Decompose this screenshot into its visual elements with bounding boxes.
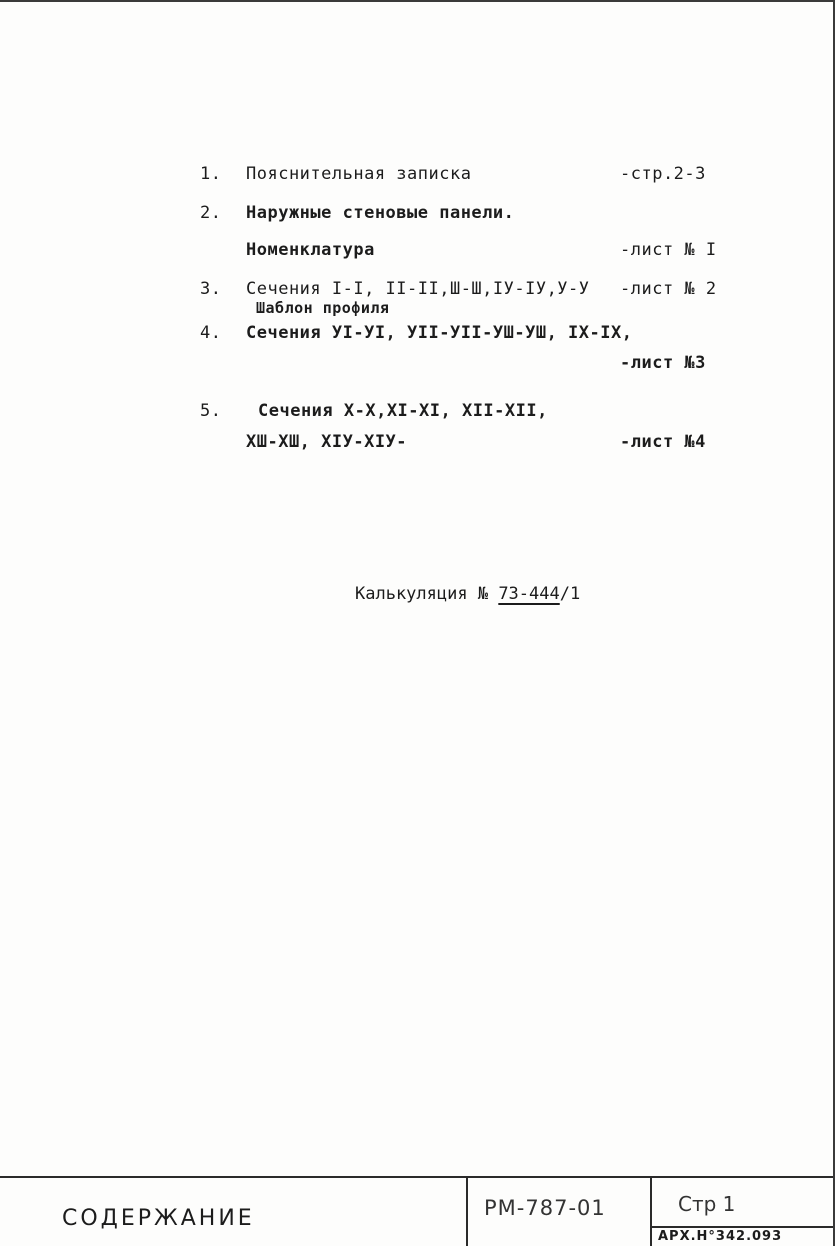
- item-title: ХШ-ХШ, ХIУ-ХIУ-: [246, 432, 408, 452]
- calculation-label: Калькуляция №: [355, 584, 489, 604]
- item-title: Шаблон профиля: [256, 299, 390, 317]
- title-block: [0, 1176, 835, 1246]
- item-title: Наружные стеновые панели.: [246, 203, 515, 223]
- title-block-divider: [650, 1178, 652, 1246]
- item-reference: -лист №3: [620, 353, 706, 373]
- item-title: Сечения I-I, II-II,Ш-Ш,IУ-IУ,У-У: [246, 279, 590, 299]
- item-number: 4.: [200, 323, 222, 343]
- item-number: 1.: [200, 164, 222, 184]
- calculation-line: [355, 584, 580, 604]
- contents-list: [0, 2, 835, 1182]
- item-reference: -лист № I: [620, 240, 717, 260]
- item-title: Пояснительная записка: [246, 164, 472, 184]
- calculation-number: 73-444: [498, 584, 560, 604]
- item-number: 3.: [200, 279, 222, 299]
- document-code: РМ-787-01: [484, 1196, 606, 1220]
- item-reference: -лист №4: [620, 432, 706, 452]
- title-block-divider: [466, 1178, 468, 1246]
- item-number: 2.: [200, 203, 222, 223]
- document-title: СОДЕРЖАНИЕ: [62, 1206, 255, 1231]
- title-block-divider: [652, 1226, 835, 1228]
- archive-number: АРХ.Н°342.093: [658, 1229, 783, 1244]
- item-title: Сечения Х-Х,ХI-ХI, ХII-ХII,: [258, 401, 548, 421]
- item-title: Номенклатура: [246, 240, 375, 260]
- item-reference: -лист № 2: [620, 279, 717, 299]
- item-title: Сечения УI-УI, УII-УII-УШ-УШ, IХ-IХ,: [246, 323, 633, 343]
- calculation-suffix: /1: [559, 584, 581, 604]
- item-number: 5.: [200, 401, 222, 421]
- item-reference: -стр.2-3: [620, 164, 706, 184]
- page-number: Стр 1: [678, 1192, 736, 1216]
